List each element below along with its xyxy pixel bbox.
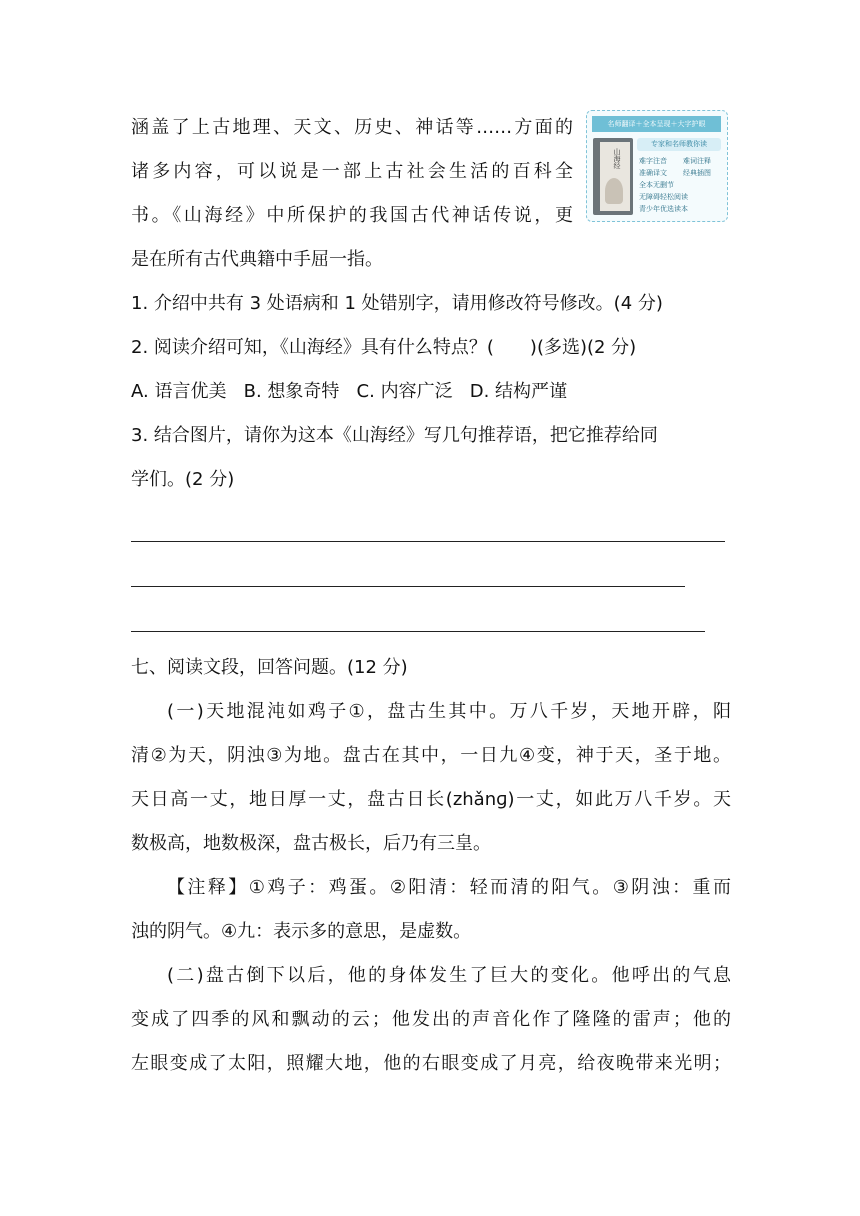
passage-1 xyxy=(131,690,731,866)
passage-2-line-3: 左眼变成了太阳，照耀大地，他的右眼变成了月亮，给夜晚带来光明； xyxy=(131,1053,731,1074)
book-ad-teach-label: 专家和名师教你读 xyxy=(637,138,721,151)
book-feature: 难词注释 xyxy=(683,157,711,165)
passage-2 xyxy=(131,954,731,1086)
intro-line-4: 是在所有古代典籍中手屈一指。 xyxy=(131,249,383,270)
answer-line-1[interactable] xyxy=(131,541,725,542)
answer-line-2[interactable] xyxy=(131,586,685,587)
book-ad-banner: 名师翻译＋全本呈现＋大字护眼 xyxy=(592,116,721,132)
annotations xyxy=(131,866,731,954)
section-7-heading: 七、阅读文段，回答问题。(12 分) xyxy=(131,657,408,678)
annotation-line-1: 【注释】①鸡子：鸡蛋。②阳清：轻而清的阳气。③阴浊：重而 xyxy=(167,877,731,898)
content xyxy=(131,106,731,502)
book-feature: 无障碍轻松阅读 xyxy=(639,193,688,201)
question-3-line-2: 学们。(2 分) xyxy=(131,469,235,490)
passage-1-line-4: 数极高，地数极深，盘古极长，后乃有三皇。 xyxy=(131,833,491,854)
intro-line-1: 涵盖了上古地理、天文、历史、神话等……方面的 xyxy=(131,117,573,138)
cover-figure-icon xyxy=(605,178,623,204)
book-cover-title: 山海经 xyxy=(613,148,621,169)
book-feature: 准确译文 xyxy=(639,169,667,177)
book-cover-image xyxy=(593,138,633,215)
passage-2-line-2: 变成了四季的风和飘动的云；他发出的声音化作了隆隆的雷声；他的 xyxy=(131,1009,731,1030)
intro-line-2: 诸多内容，可以说是一部上古社会生活的百科全 xyxy=(131,161,573,182)
passage-1-line-2: 清②为天，阴浊③为地。盘古在其中，一日九④变，神于天，圣于地。 xyxy=(131,745,731,766)
book-feature: 青少年优选读本 xyxy=(639,205,688,213)
book-feature: 全本无删节 xyxy=(639,181,674,189)
book-feature: 经典插图 xyxy=(683,169,711,177)
question-3-line-1: 3. 结合图片，请你为这本《山海经》写几句推荐语，把它推荐给同 xyxy=(131,425,658,446)
question-1: 1. 介绍中共有 3 处语病和 1 处错别字，请用修改符号修改。(4 分) xyxy=(131,293,663,314)
intro-line-3: 书。《山海经》中所保护的我国古代神话传说，更 xyxy=(131,205,573,226)
book-feature: 难字注音 xyxy=(639,157,667,165)
passage-2-line-1: (二)盘古倒下以后，他的身体发生了巨大的变化。他呼出的气息 xyxy=(167,965,731,986)
question-2: 2. 阅读介绍可知，《山海经》具有什么特点？( )(多选)(2 分) xyxy=(131,337,637,358)
book-advertisement-image xyxy=(586,110,728,222)
passage-1-line-3: 天日高一丈，地日厚一丈，盘古日长(zhǎnɡ)一丈，如此万八千岁。天 xyxy=(131,789,731,810)
annotation-line-2: 浊的阴气。④九：表示多的意思，是虚数。 xyxy=(131,921,472,942)
passage-1-line-1: (一)天地混沌如鸡子①，盘古生其中。万八千岁，天地开辟，阳 xyxy=(167,701,731,722)
question-2-options: A. 语言优美 B. 想象奇特 C. 内容广泛 D. 结构严谨 xyxy=(131,381,568,402)
intro-text xyxy=(131,106,731,282)
section-7 xyxy=(131,646,731,1086)
answer-line-3[interactable] xyxy=(131,631,705,632)
